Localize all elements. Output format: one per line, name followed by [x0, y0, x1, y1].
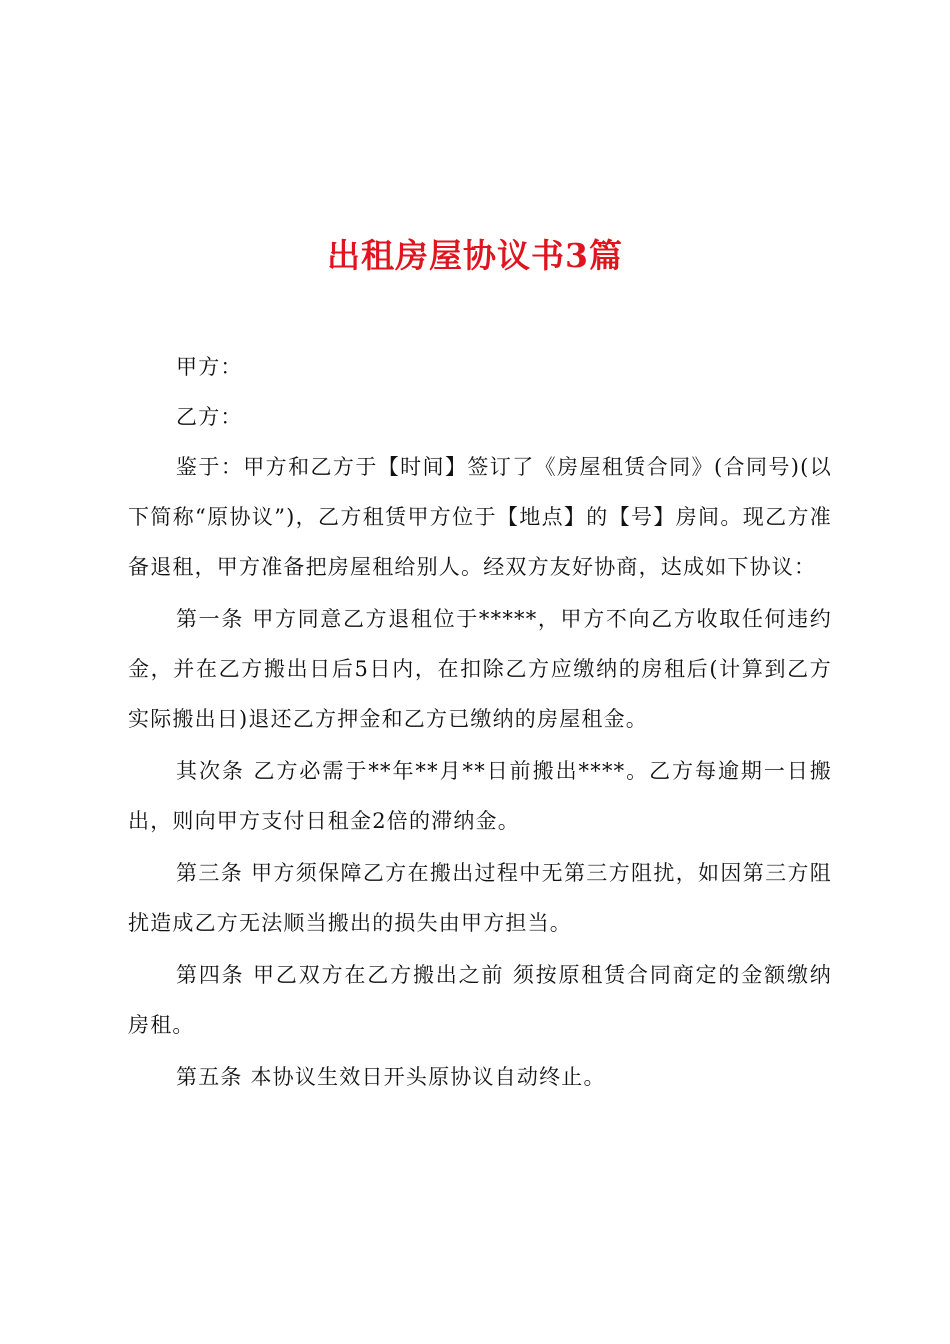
- article-4-paragraph: 第四条 甲乙双方在乙方搬出之前 须按原租赁合同商定的金额缴纳房租。: [128, 963, 832, 1037]
- article-5-paragraph: 第五条 本协议生效日开头原协议自动终止。: [176, 1065, 606, 1089]
- party-a-line: 甲方：: [176, 355, 243, 379]
- preamble-paragraph: 鉴于：甲方和乙方于【时间】签订了《房屋租赁合同》(合同号)(以下简称“原协议”)，乙方租赁甲方位于【地点】的【号】房间。现乙方准备退租，甲方准备把房屋租给别人。经双方友好协商，达成如下协议：: [128, 455, 832, 579]
- document-body: [128, 342, 832, 1104]
- article-3-paragraph: 第三条 甲方须保障乙方在搬出过程中无第三方阻扰，如因第三方阻扰造成乙方无法顺当搬出的损失由甲方担当。: [128, 861, 832, 935]
- article-1-paragraph: 第一条 甲方同意乙方退租位于*****，甲方不向乙方收取任何违约金，并在乙方搬出日后5日内，在扣除乙方应缴纳的房租后(计算到乙方实际搬出日)退还乙方押金和乙方已缴纳的房屋租金。: [128, 607, 832, 731]
- party-b-line: 乙方：: [176, 405, 243, 429]
- document-title: 出租房屋协议书3篇: [327, 236, 623, 276]
- article-2-paragraph: 其次条 乙方必需于**年**月**日前搬出****。乙方每逾期一日搬出，则向甲方支付日租金2倍的滞纳金。: [128, 759, 832, 833]
